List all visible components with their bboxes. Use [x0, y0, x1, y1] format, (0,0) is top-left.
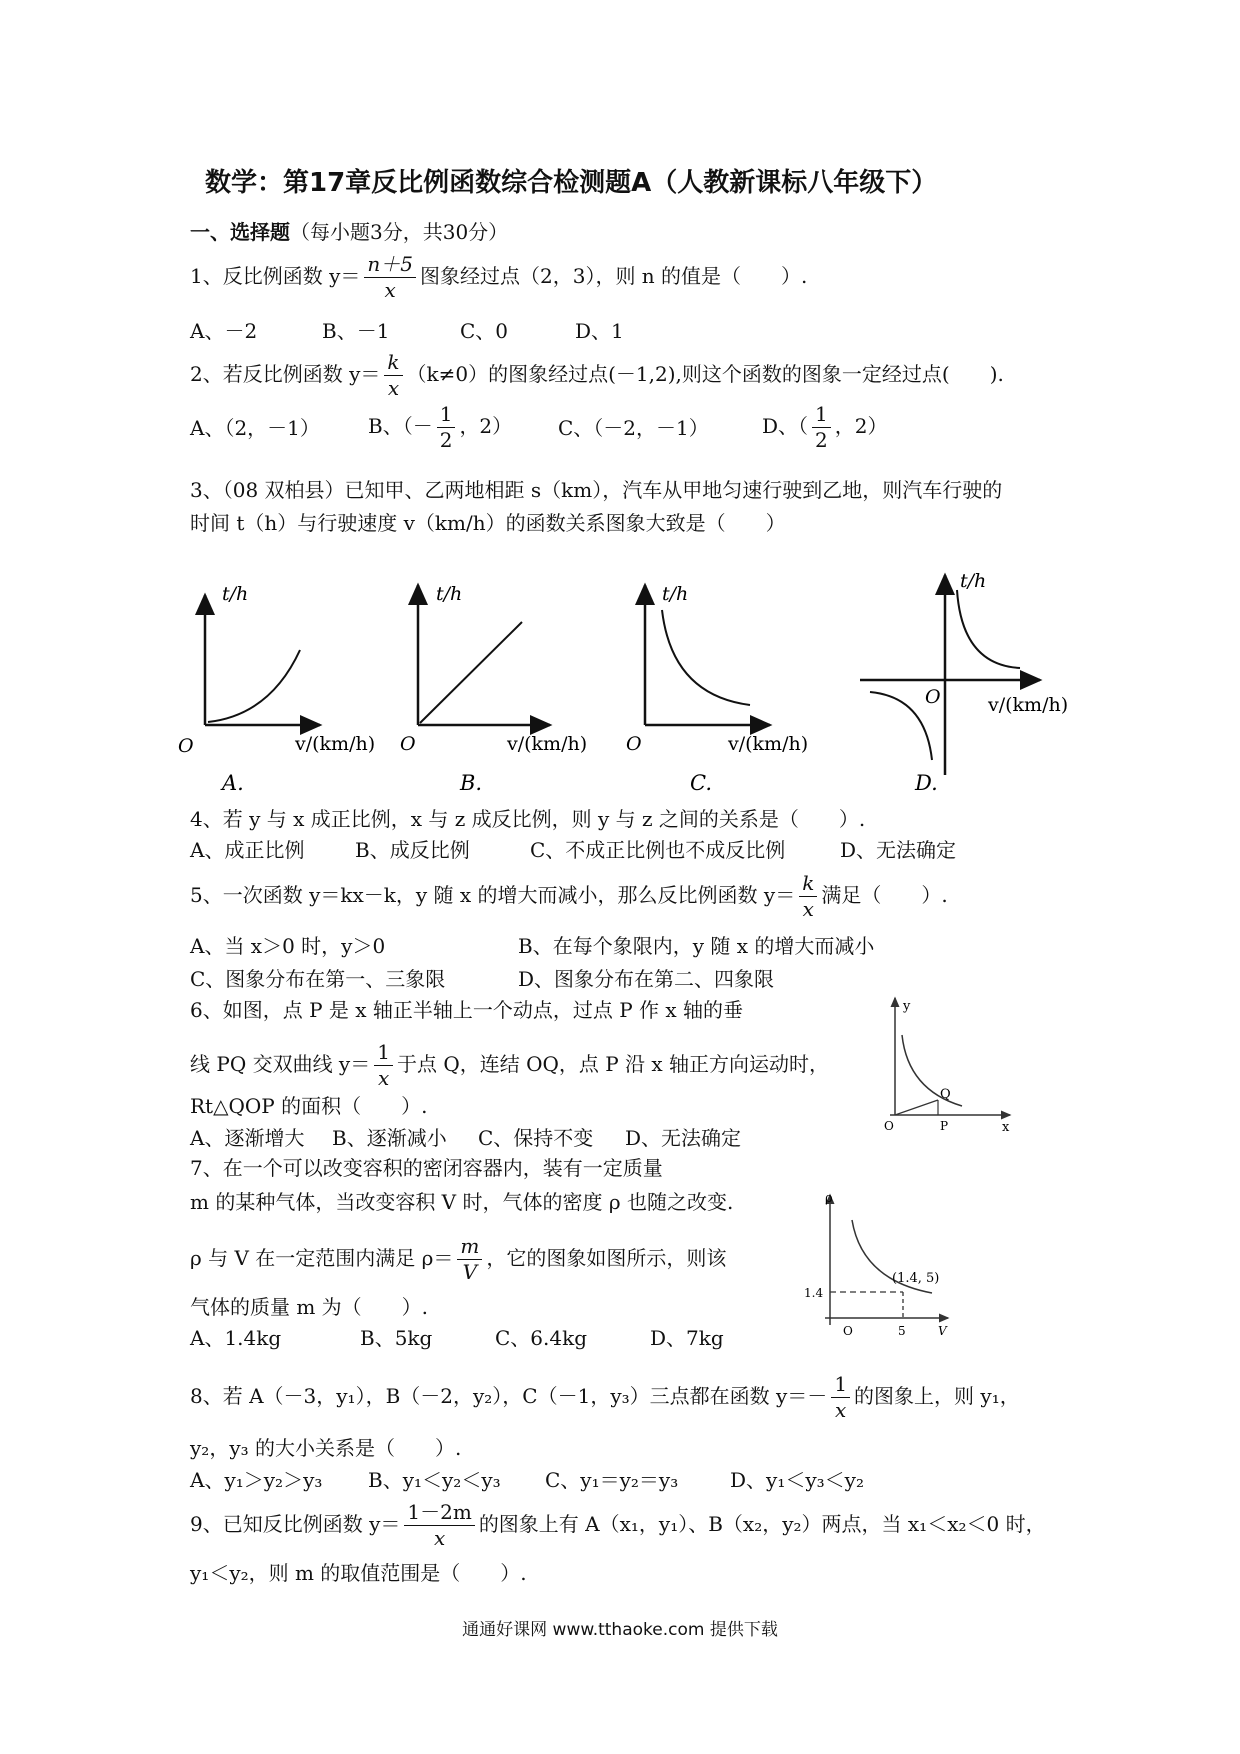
q5-text-post: 满足（ ）.: [821, 883, 948, 907]
q3-c-letter: C.: [690, 771, 712, 795]
q5-text-pre: 5、一次函数 y＝kx－k，y 随 x 的增大而减小，那么反比例函数 y＝: [190, 883, 796, 907]
q2-denominator: x: [387, 376, 400, 400]
q3-d-letter: D.: [915, 771, 938, 795]
q9-numerator: 1－2m: [404, 1500, 474, 1526]
section-label: 一、选择题: [190, 220, 290, 244]
q6-line-3: Rt△QOP 的面积（ ）.: [190, 1094, 428, 1118]
q1-option-b: B、－1: [322, 319, 390, 343]
q6-option-c: C、保持不变: [478, 1126, 594, 1150]
q2-text-post: （k≠0）的图象经过点(－1,2),则这个函数的图象一定经过点( ).: [406, 362, 1004, 386]
q5-numerator: k: [799, 871, 817, 897]
q8-text-pre: 8、若 A（－3，y₁），B（－2，y₂），C（－1，y₃）三点都在函数 y＝－: [190, 1384, 828, 1408]
q1-denominator: x: [384, 278, 396, 302]
question-1: [190, 252, 807, 303]
q3-a-curve: [208, 650, 300, 722]
q7-option-d: D、7kg: [650, 1326, 724, 1350]
q4-option-b: B、成反比例: [355, 838, 470, 862]
q7-fig-o-label: O: [843, 1324, 853, 1338]
q3-c-origin: O: [626, 733, 642, 755]
page-footer: 通通好课网 www.tthaoke.com 提供下载: [462, 1620, 778, 1640]
q6-option-a: A、逐渐增大: [190, 1126, 305, 1150]
q3-b-ylabel: t/h: [436, 583, 463, 605]
q2-numerator: k: [384, 350, 402, 376]
q2-option-d-num: 1: [812, 402, 831, 428]
q7-fig-x-value: 5: [898, 1324, 906, 1338]
q2-option-d: [762, 402, 888, 453]
q3-a-ylabel: t/h: [222, 583, 249, 605]
q7-numerator: m: [457, 1234, 482, 1260]
q6-line-2-pre: 线 PQ 交双曲线 y＝: [190, 1052, 371, 1076]
q6-fig-p-label: P: [940, 1119, 949, 1133]
q3-b-letter: B.: [460, 771, 483, 795]
q3-line-1: 3、（08 双柏县）已知甲、乙两地相距 s（km），汽车从甲地匀速行驶到乙地，则汽车行驶的: [190, 478, 1003, 502]
q6-fig-oq-line: [895, 1100, 938, 1115]
q2-option-b-fraction: [437, 402, 456, 453]
q7-denominator: V: [462, 1260, 478, 1284]
q3-line-2: 时间 t（h）与行驶速度 v（km/h）的函数关系图象大致是（ ）: [190, 511, 786, 535]
q2-text-pre: 2、若反比例函数 y＝: [190, 362, 381, 386]
section-note: （每小题3分，共30分）: [290, 220, 509, 244]
q5-fraction: [799, 871, 817, 922]
q9-text-post: 的图象上有 A（x₁，y₁）、B（x₂，y₂）两点，当 x₁＜x₂＜0 时，: [478, 1512, 1046, 1536]
q7-option-c: C、6.4kg: [495, 1326, 588, 1350]
q3-a-origin: O: [178, 735, 194, 757]
q7-line-3-post: ，它的图象如图所示，则该: [486, 1246, 727, 1270]
q1-numerator: n＋5: [364, 252, 416, 278]
q7-option-a: A、1.4kg: [190, 1326, 282, 1350]
q2-fraction: [384, 350, 402, 401]
q3-d-origin: O: [925, 686, 941, 708]
q7-fraction: [457, 1234, 482, 1285]
q3-d-curve-lower: [870, 692, 932, 760]
q7-figure: [800, 1180, 980, 1340]
q2-option-b-den: 2: [439, 428, 453, 452]
q7-fig-y-value: 1.4: [804, 1286, 824, 1300]
q6-line-2-post: 于点 Q，连结 OQ，点 P 沿 x 轴正方向运动时，: [396, 1052, 830, 1076]
q1-text-pre: 1、反比例函数 y＝: [190, 264, 361, 288]
q6-line-1: 6、如图，点 P 是 x 轴正半轴上一个动点，过点 P 作 x 轴的垂: [190, 998, 744, 1022]
q8-option-d: D、y₁＜y₃＜y₂: [730, 1468, 864, 1492]
q3-b-origin: O: [400, 733, 416, 755]
q4-option-c: C、不成正比例也不成反比例: [530, 838, 786, 862]
q6-option-b: B、逐渐减小: [332, 1126, 447, 1150]
question-4: 4、若 y 与 x 成正比例，x 与 z 成反比例，则 y 与 z 之间的关系是（ ）.: [190, 807, 866, 831]
q8-option-c: C、y₁＝y₂＝y₃: [545, 1468, 679, 1492]
q8-option-a: A、y₁＞y₂＞y₃: [190, 1468, 323, 1492]
q1-option-c: C、0: [460, 319, 509, 343]
q5-option-c: C、图象分布在第一、三象限: [190, 967, 446, 991]
q8-option-b: B、y₁＜y₂＜y₃: [368, 1468, 501, 1492]
q3-b-xlabel: v/(km/h): [507, 733, 588, 755]
q6-numerator: 1: [374, 1040, 393, 1066]
q6-fig-o-label: O: [884, 1119, 894, 1133]
q2-option-d-fraction: [812, 402, 831, 453]
q5-option-a: A、当 x＞0 时，y＞0: [190, 934, 386, 958]
q1-text-post: 图象经过点（2，3），则 n 的值是（ ）.: [420, 264, 808, 288]
q8-fraction: [831, 1372, 850, 1423]
q1-option-a: A、－2: [190, 319, 258, 343]
question-2: [190, 350, 1004, 401]
q6-fig-q-label: Q: [940, 1087, 951, 1102]
q3-graphs: [170, 565, 1090, 805]
q3-a-letter: A.: [222, 771, 244, 795]
q9-fraction: [404, 1500, 474, 1551]
q7-line-3: [190, 1234, 726, 1285]
q7-line-4: 气体的质量 m 为（ ）.: [190, 1295, 429, 1319]
q2-option-a: A、（2，－1）: [190, 416, 320, 440]
q6-fig-x-label: x: [1002, 1120, 1010, 1135]
q6-option-d: D、无法确定: [625, 1126, 742, 1150]
q2-option-b-pre: B、（－: [368, 414, 433, 438]
q5-option-d: D、图象分布在第二、四象限: [518, 967, 775, 991]
q3-d-curve-upper: [957, 590, 1020, 668]
q2-option-d-post: ，2）: [834, 414, 888, 438]
question-8: [190, 1372, 1020, 1423]
q7-line-2: m 的某种气体，当改变容积 V 时，气体的密度 ρ 也随之改变.: [190, 1190, 734, 1214]
q6-fraction: [374, 1040, 393, 1091]
q3-graph-d: [860, 570, 1068, 795]
q8-numerator: 1: [831, 1372, 850, 1398]
q2-option-d-pre: D、（: [762, 414, 809, 438]
q5-option-b: B、在每个象限内，y 随 x 的增大而减小: [518, 934, 875, 958]
q3-c-xlabel: v/(km/h): [728, 733, 809, 755]
q1-fraction: [364, 252, 416, 303]
q1-option-d: D、1: [575, 319, 624, 343]
q2-option-c: C、（－2，－1）: [558, 416, 709, 440]
q9-denominator: x: [433, 1526, 446, 1550]
q6-fig-y-label: y: [903, 999, 911, 1014]
q4-option-d: D、无法确定: [840, 838, 957, 862]
q6-line-2: [190, 1040, 829, 1091]
q3-d-ylabel: t/h: [960, 570, 987, 592]
q4-option-a: A、成正比例: [190, 838, 305, 862]
q7-line-3-pre: ρ 与 V 在一定范围内满足 ρ＝: [190, 1246, 454, 1270]
q3-c-ylabel: t/h: [662, 583, 689, 605]
q7-fig-point-label: (1.4, 5): [892, 1271, 940, 1286]
q3-c-curve: [662, 610, 750, 705]
q5-denominator: x: [802, 897, 814, 921]
q3-a-xlabel: v/(km/h): [295, 733, 376, 755]
question-9: [190, 1500, 1046, 1551]
question-5: [190, 871, 948, 922]
q2-option-b-post: ，2）: [459, 414, 513, 438]
q8-line-2: y₂，y₃ 的大小关系是（ ）.: [190, 1436, 462, 1460]
q7-line-1: 7、在一个可以改变容积的密闭容器内，装有一定质量: [190, 1156, 663, 1180]
q9-line-2: y₁＜y₂，则 m 的取值范围是（ ）.: [190, 1561, 527, 1585]
q3-graph-b: [400, 583, 587, 795]
q6-denominator: x: [377, 1066, 390, 1090]
q7-fig-rho-label: ρ: [825, 1191, 833, 1206]
q2-option-d-den: 2: [815, 428, 828, 452]
page-title: 数学：第17章反比例函数综合检测题A（人教新课标八年级下）: [205, 168, 938, 198]
section-heading: [190, 222, 508, 242]
q6-fig-curve: [902, 1035, 962, 1106]
q8-denominator: x: [835, 1398, 847, 1422]
q9-text-pre: 9、已知反比例函数 y＝: [190, 1512, 401, 1536]
q8-text-post: 的图象上，则 y₁，: [854, 1384, 1020, 1408]
q7-option-b: B、5kg: [360, 1326, 433, 1350]
q2-option-b: [368, 402, 512, 453]
q3-b-line: [420, 622, 522, 723]
q2-option-b-num: 1: [437, 402, 456, 428]
q3-graph-a: [178, 583, 375, 795]
q6-figure: [870, 990, 1020, 1140]
q3-d-xlabel: v/(km/h): [988, 694, 1069, 716]
q7-fig-v-label: V: [938, 1324, 947, 1338]
q3-graph-c: [626, 583, 808, 795]
